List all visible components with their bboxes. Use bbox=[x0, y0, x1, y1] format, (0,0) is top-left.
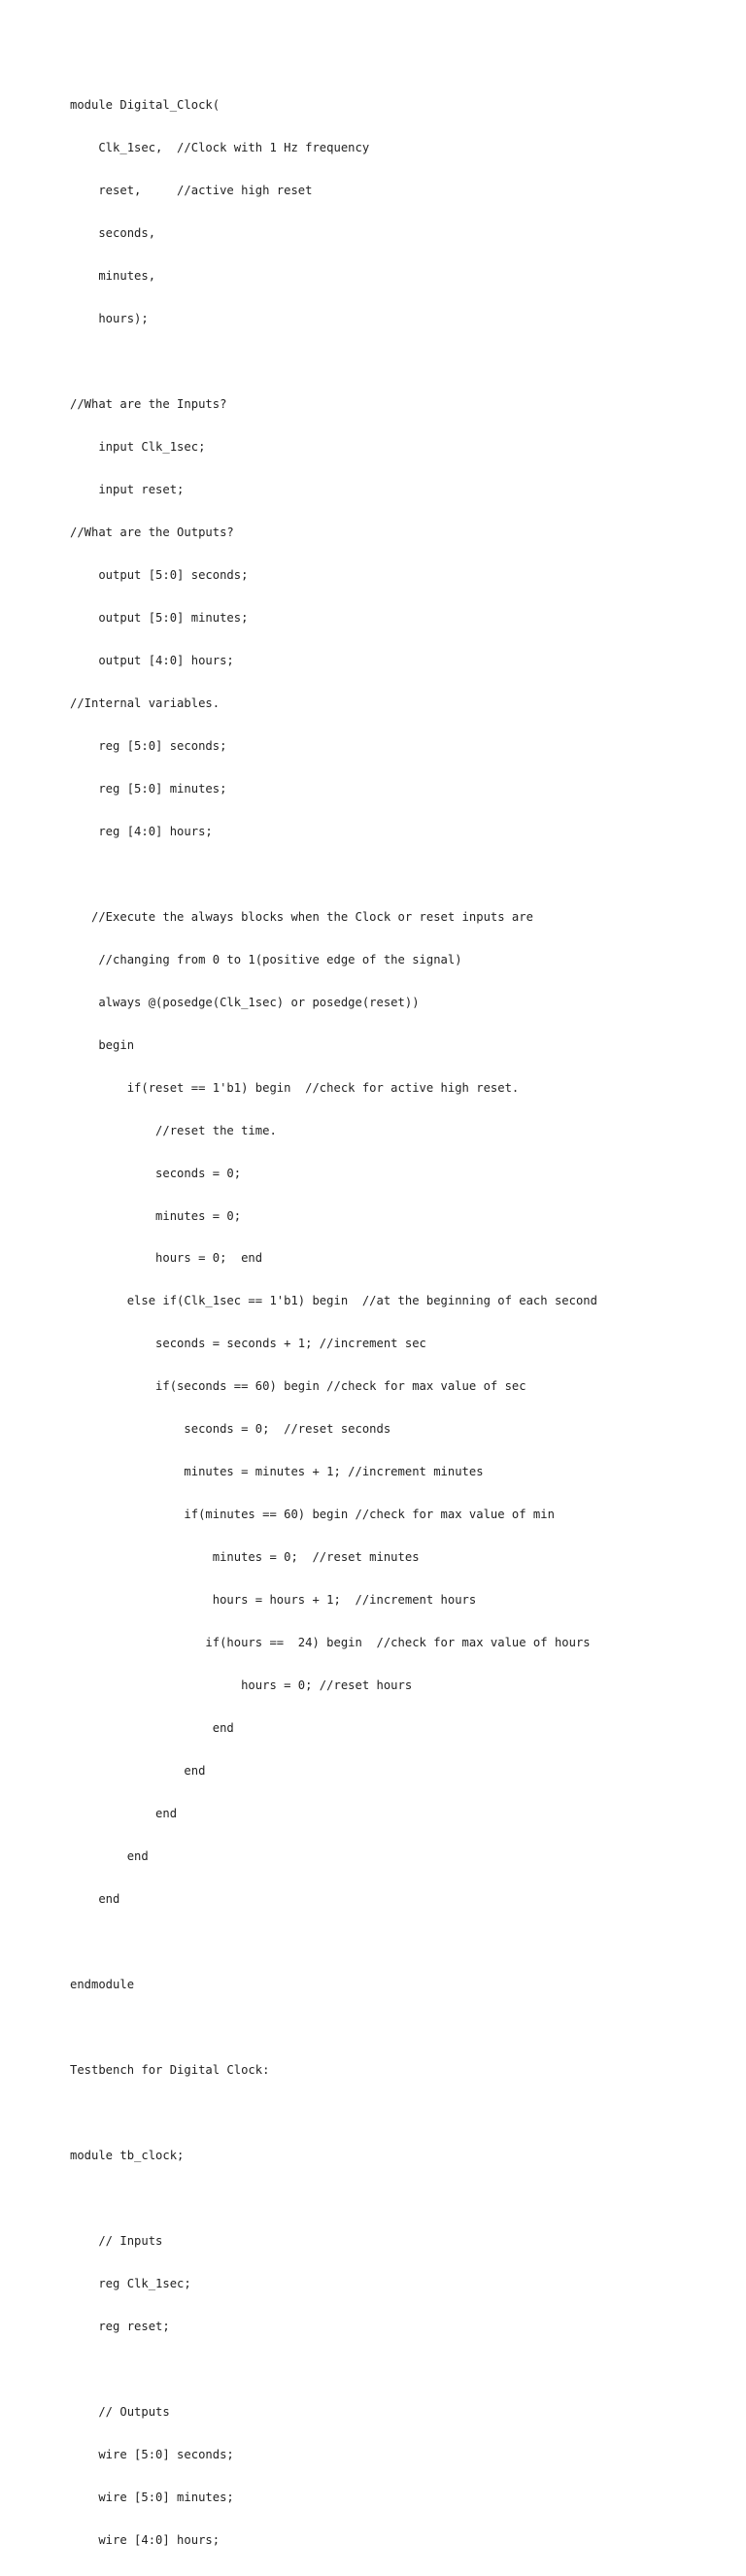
code-line: // Outputs bbox=[70, 2404, 170, 2419]
code-line: //What are the Inputs? bbox=[70, 397, 227, 412]
code-line: //Internal variables. bbox=[70, 695, 220, 710]
code-line: hours = 0; //reset hours bbox=[70, 1678, 413, 1693]
code-line: wire [4:0] hours; bbox=[70, 2532, 220, 2547]
code-line: reg [5:0] seconds; bbox=[70, 738, 227, 753]
code-line: minutes = 0; //reset minutes bbox=[70, 1550, 420, 1565]
code-line: seconds = 0; bbox=[70, 1166, 242, 1180]
code-line: reset, //active high reset bbox=[70, 184, 313, 198]
code-line: end bbox=[70, 1721, 234, 1736]
code-line: minutes = 0; bbox=[70, 1208, 242, 1223]
code-listing bbox=[70, 70, 597, 2576]
blank-line bbox=[70, 867, 597, 882]
code-line: end bbox=[70, 1807, 178, 1821]
blank-line bbox=[70, 355, 597, 369]
code-line: if(seconds == 60) begin //check for max value of sec bbox=[70, 1379, 526, 1394]
code-line: hours = hours + 1; //increment hours bbox=[70, 1593, 477, 1608]
code-line: hours); bbox=[70, 312, 149, 326]
code-line: end bbox=[70, 1764, 206, 1779]
code-line: output [4:0] hours; bbox=[70, 653, 234, 667]
code-line: Clk_1sec, //Clock with 1 Hz frequency bbox=[70, 141, 370, 155]
code-line: end bbox=[70, 1849, 149, 1864]
code-line: end bbox=[70, 1892, 120, 1906]
code-line: //What are the Outputs? bbox=[70, 525, 234, 539]
code-line: output [5:0] minutes; bbox=[70, 610, 249, 625]
code-line: output [5:0] seconds; bbox=[70, 567, 249, 582]
code-line: if(reset == 1'b1) begin //check for active high reset. bbox=[70, 1080, 520, 1095]
code-line: minutes, bbox=[70, 269, 156, 284]
code-line: hours = 0; end bbox=[70, 1251, 263, 1266]
code-line: seconds, bbox=[70, 226, 156, 241]
code-line: module Digital_Clock( bbox=[70, 98, 220, 113]
code-line: wire [5:0] seconds; bbox=[70, 2447, 234, 2461]
code-line: if(minutes == 60) begin //check for max value of min bbox=[70, 1508, 555, 1522]
code-line: module tb_clock; bbox=[70, 2148, 185, 2162]
blank-line bbox=[70, 1935, 597, 1949]
code-line: input Clk_1sec; bbox=[70, 440, 206, 455]
code-line: seconds = 0; //reset seconds bbox=[70, 1422, 391, 1437]
blank-line bbox=[70, 2020, 597, 2035]
code-line: //Execute the always blocks when the Clock or reset inputs are bbox=[70, 909, 533, 924]
code-line: begin bbox=[70, 1037, 135, 1052]
code-line: else if(Clk_1sec == 1'b1) begin //at the beginning of each second bbox=[70, 1294, 597, 1308]
blank-line bbox=[70, 2191, 597, 2206]
blank-line bbox=[70, 2362, 597, 2377]
code-line: // Inputs bbox=[70, 2233, 163, 2248]
blank-line bbox=[70, 2106, 597, 2120]
code-line: wire [5:0] minutes; bbox=[70, 2490, 234, 2504]
code-line: reg [5:0] minutes; bbox=[70, 781, 227, 796]
code-line: //changing from 0 to 1(positive edge of the signal) bbox=[70, 952, 462, 966]
code-line: reg Clk_1sec; bbox=[70, 2276, 191, 2290]
code-line: seconds = seconds + 1; //increment sec bbox=[70, 1337, 426, 1351]
code-line: endmodule bbox=[70, 1977, 135, 1991]
code-line: //reset the time. bbox=[70, 1123, 277, 1137]
section-heading: Testbench for Digital Clock: bbox=[70, 2062, 270, 2077]
code-line: reg [4:0] hours; bbox=[70, 824, 213, 838]
code-line: input reset; bbox=[70, 483, 185, 497]
code-line: minutes = minutes + 1; //increment minutes bbox=[70, 1465, 484, 1479]
code-line: reg reset; bbox=[70, 2319, 170, 2333]
code-line: if(hours == 24) begin //check for max value of hours bbox=[70, 1636, 591, 1650]
code-line: always @(posedge(Clk_1sec) or posedge(reset)) bbox=[70, 995, 420, 1009]
